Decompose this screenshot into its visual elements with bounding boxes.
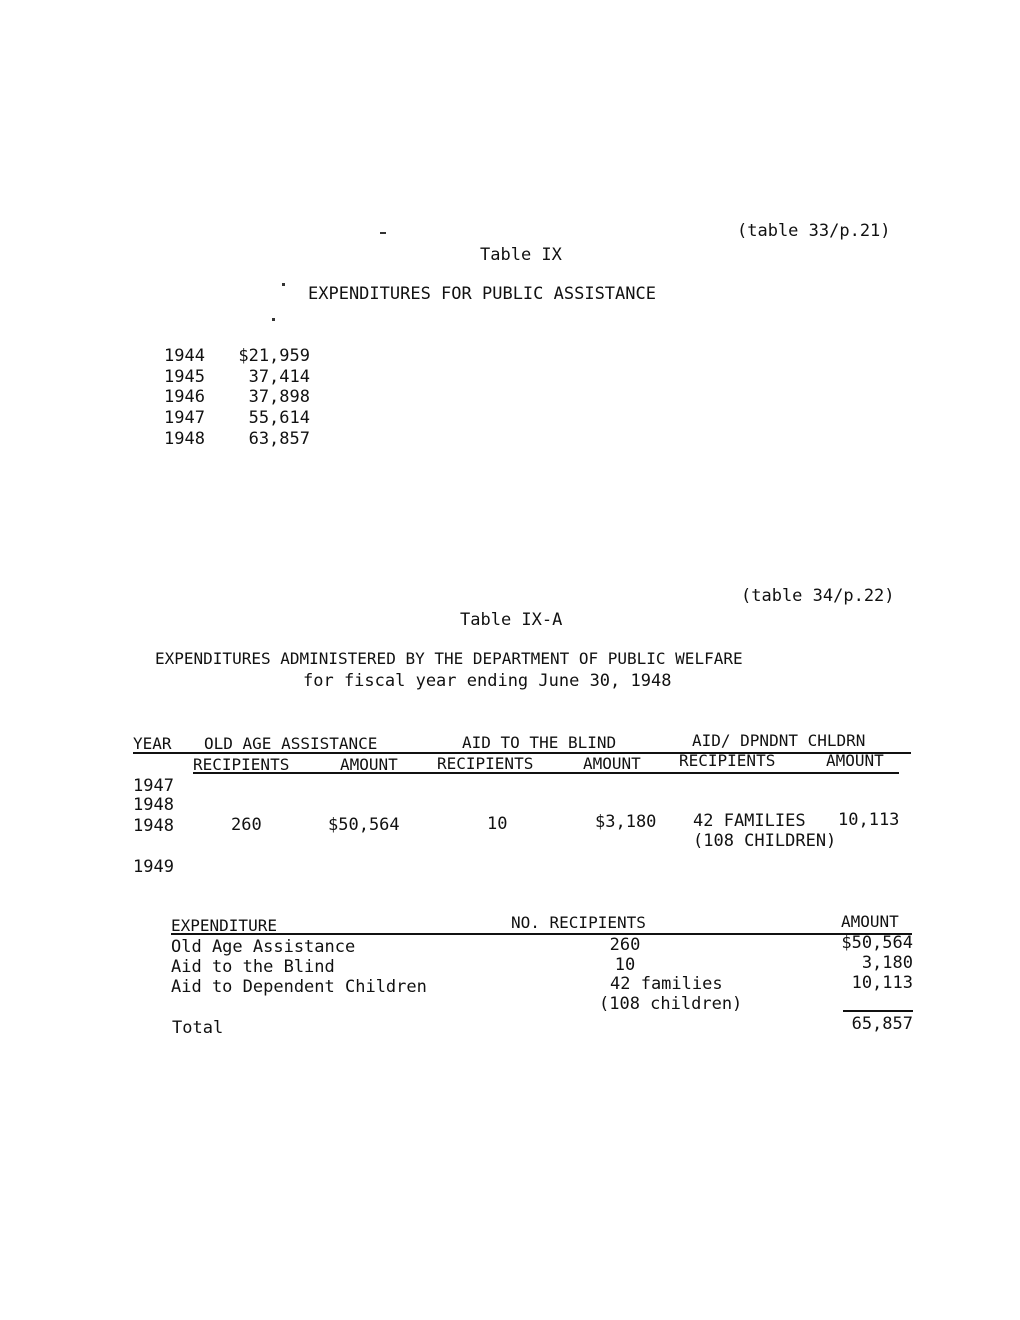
scan-speck <box>380 232 386 234</box>
summary-total-label: Total <box>172 1018 224 1038</box>
summary-row-recipients: 42 families <box>610 974 723 994</box>
table9-year: 1946 <box>164 387 205 407</box>
table9-amount: $21,959 <box>238 346 310 366</box>
summary-total-amount: 65,857 <box>851 1014 913 1034</box>
total-rule <box>843 1010 913 1012</box>
adc-amount-value: 10,113 <box>838 810 900 830</box>
col-year-header: YEAR <box>133 734 172 753</box>
table9-ref: (table 33/p.21) <box>737 221 891 241</box>
summary-row-name: Aid to Dependent Children <box>171 977 427 997</box>
col-adc-header: AID/ DPNDNT CHLDRN <box>692 731 866 750</box>
subheader-rule <box>193 772 899 774</box>
table9-year: 1947 <box>164 408 205 428</box>
table9a-title: Table IX-A <box>460 610 563 630</box>
summary-row-recipients: 260 <box>609 935 641 955</box>
sub-oaa-recipients: RECIPIENTS <box>193 755 290 774</box>
table9-amount: 63,857 <box>248 429 310 449</box>
table9a-heading: EXPENDITURES ADMINISTERED BY THE DEPARTMENT OF PUBLIC WELFARE <box>155 649 743 668</box>
scan-speck <box>272 318 275 321</box>
col-oaa-header: OLD AGE ASSISTANCE <box>204 734 378 753</box>
blind-recipients-value: 10 <box>487 814 508 834</box>
col-blind-header: AID TO THE BLIND <box>462 733 617 752</box>
year-label: 1947 <box>133 776 174 796</box>
year-label: 1948 <box>133 816 174 836</box>
table9-year: 1945 <box>164 367 205 387</box>
sub-adc-recipients: RECIPIENTS <box>679 751 776 770</box>
table9a-ref: (table 34/p.22) <box>741 586 895 606</box>
oaa-recipients-value: 260 <box>231 815 262 835</box>
summary-col-recipients: NO. RECIPIENTS <box>511 913 646 932</box>
summary-row-amount: 3,180 <box>861 953 913 973</box>
summary-row-recipients: 10 <box>614 955 636 975</box>
table9-amount: 55,614 <box>248 408 310 428</box>
summary-col-expenditure: EXPENDITURE <box>171 916 277 935</box>
blind-amount-value: $3,180 <box>595 812 657 832</box>
table9-title: Table IX <box>480 245 562 265</box>
sub-blind-recipients: RECIPIENTS <box>437 754 534 773</box>
summary-col-amount: AMOUNT <box>841 912 899 931</box>
table9a-subheading: for fiscal year ending June 30, 1948 <box>303 671 672 691</box>
summary-row-name: Old Age Assistance <box>171 937 356 957</box>
table9-amount: 37,414 <box>248 367 310 387</box>
year-label: 1948 <box>133 795 174 815</box>
sub-adc-amount: AMOUNT <box>826 751 884 770</box>
adc-recipients-value: 42 FAMILIES <box>693 811 806 831</box>
table9-year: 1948 <box>164 429 205 449</box>
table9-amount: 37,898 <box>248 387 310 407</box>
scan-speck <box>282 283 285 286</box>
summary-children-note: (108 children) <box>599 994 743 1014</box>
year-label: 1949 <box>133 857 174 877</box>
summary-row-amount: $50,564 <box>841 933 913 953</box>
adc-children-note: (108 CHILDREN) <box>693 831 837 851</box>
table9-heading: EXPENDITURES FOR PUBLIC ASSISTANCE <box>308 284 656 304</box>
summary-row-name: Aid to the Blind <box>171 957 335 977</box>
summary-row-amount: 10,113 <box>851 973 913 993</box>
table9-year: 1944 <box>164 346 205 366</box>
oaa-amount-value: $50,564 <box>328 815 400 835</box>
sub-blind-amount: AMOUNT <box>583 754 641 773</box>
sub-oaa-amount: AMOUNT <box>340 755 398 774</box>
